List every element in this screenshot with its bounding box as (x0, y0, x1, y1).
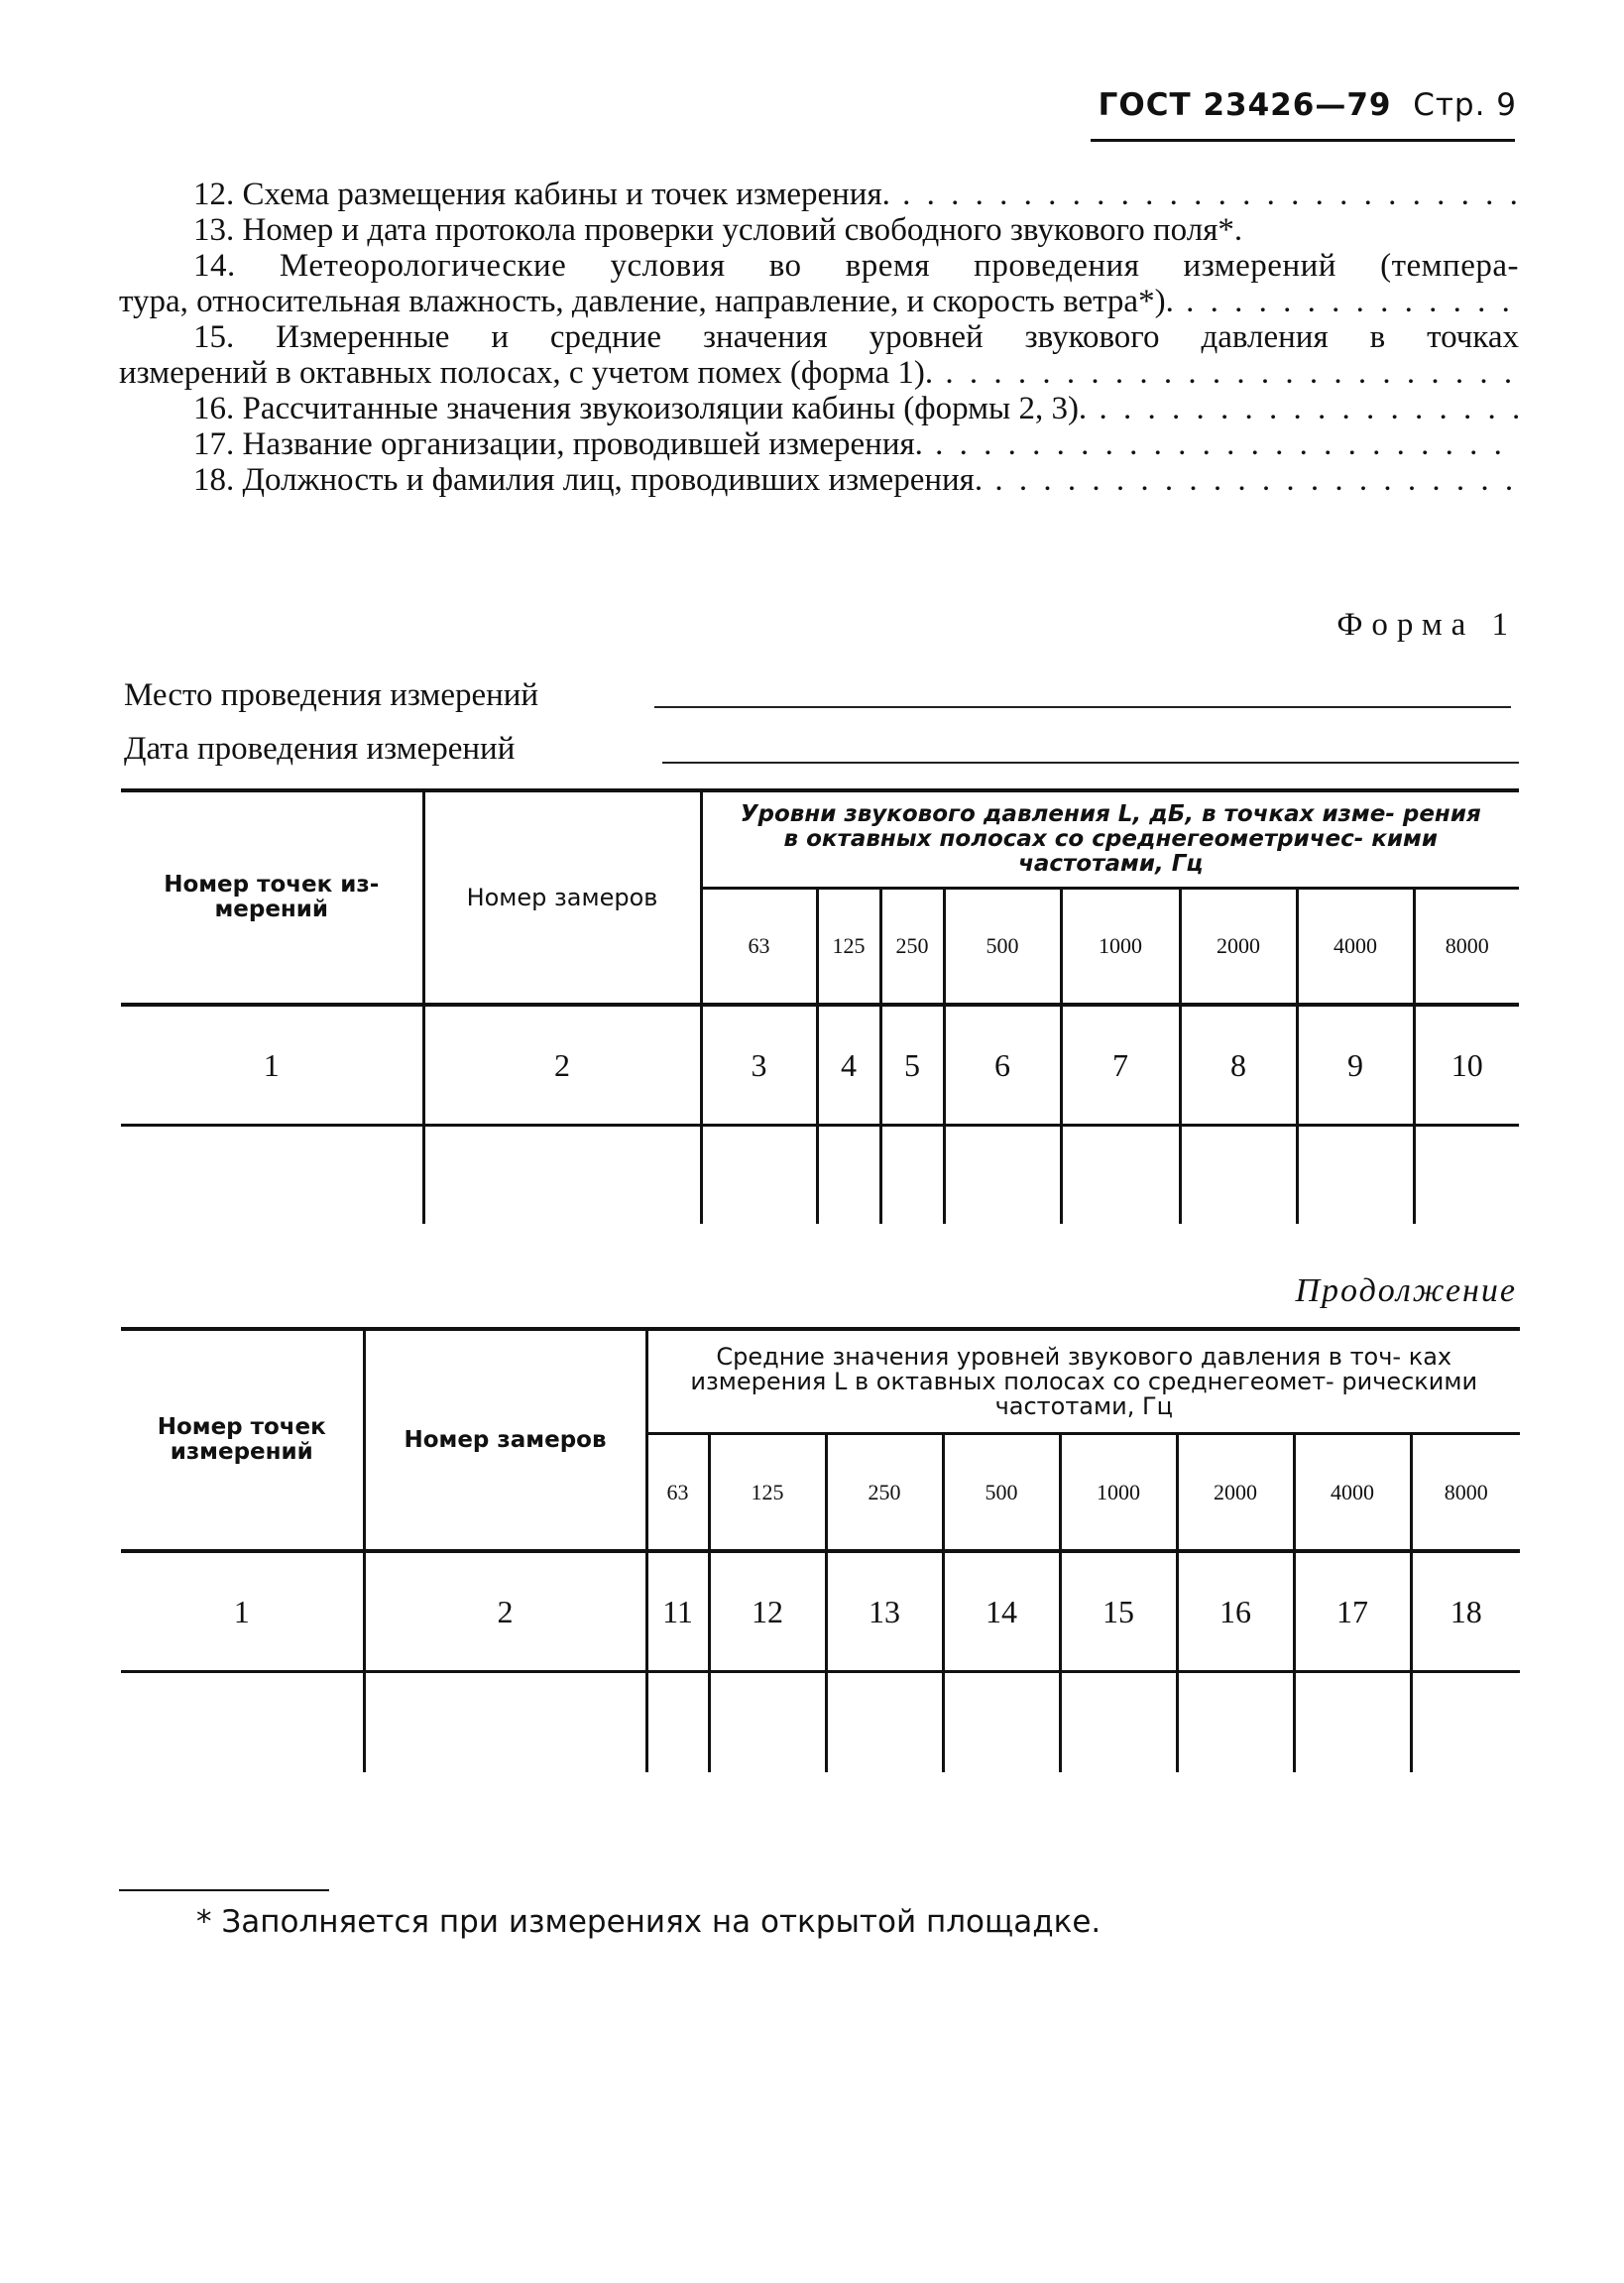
freq-cell: 4000 (1294, 1434, 1411, 1552)
col-number-cell: 7 (1061, 1005, 1180, 1126)
col-number-cell: 6 (944, 1005, 1061, 1126)
col-number-cell: 1 (121, 1005, 423, 1126)
empty-cell (1060, 1672, 1177, 1773)
freq-cell: 63 (701, 889, 817, 1006)
list-item: 12. Схема размещения кабины и точек измерения. . . . (119, 177, 1519, 212)
header-rule (1091, 139, 1515, 142)
empty-cell (701, 1126, 817, 1225)
empty-cell (944, 1126, 1061, 1225)
group-header-averages: Средние значения уровней звукового давления в точ- ках измерения L в октавных полосах со среднегеомет- рическими частотами, Гц (646, 1329, 1520, 1434)
col-number-cell: 8 (1180, 1005, 1297, 1126)
empty-cell (943, 1672, 1060, 1773)
col-number-cell: 2 (364, 1551, 646, 1672)
empty-cell (1294, 1672, 1411, 1773)
col-header-points: Номер точек из- мерений (121, 790, 423, 1005)
date-field-label: Дата проведения измерений (124, 731, 516, 767)
col-number-cell: 5 (880, 1005, 944, 1126)
list-item: 14. Метеорологические условия во время проведения измерений (темпера- (193, 248, 1519, 284)
freq-cell: 500 (944, 889, 1061, 1006)
empty-cell (709, 1672, 826, 1773)
empty-cell (646, 1672, 709, 1773)
freq-cell: 1000 (1061, 889, 1180, 1006)
col-number-cell: 1 (121, 1551, 364, 1672)
col-number-cell: 12 (709, 1551, 826, 1672)
empty-cell (817, 1126, 880, 1225)
list-item: 18. Должность и фамилия лиц, проводивших измерения. . . . (119, 462, 1519, 498)
footnote-rule (119, 1889, 329, 1891)
empty-cell (1411, 1672, 1520, 1773)
freq-cell: 8000 (1411, 1434, 1520, 1552)
group-header-levels: Уровни звукового давления L, дБ, в точках изме- рения в октавных полосах со среднегеометричес- кими частотами, Гц (701, 790, 1519, 889)
freq-cell: 4000 (1297, 889, 1414, 1006)
page-number: Стр. 9 (1413, 87, 1517, 123)
col-number-cell: 18 (1411, 1551, 1520, 1672)
continuation-label: Продолжение (1295, 1272, 1517, 1309)
col-number-cell: 13 (826, 1551, 943, 1672)
freq-cell: 8000 (1414, 889, 1519, 1006)
empty-cell (1180, 1126, 1297, 1225)
col-header-samples: Номер замеров (423, 790, 701, 1005)
list-item: 15. Измеренные и средние значения уровней звукового давления в точках (193, 319, 1519, 355)
freq-cell: 500 (943, 1434, 1060, 1552)
empty-cell (1297, 1126, 1414, 1225)
place-field-line (654, 706, 1511, 708)
page-header (1099, 87, 1517, 123)
col-number-cell: 14 (943, 1551, 1060, 1672)
empty-cell (1414, 1126, 1519, 1225)
measurements-table (121, 788, 1519, 1224)
col-number-cell: 3 (701, 1005, 817, 1126)
freq-cell: 1000 (1060, 1434, 1177, 1552)
freq-cell: 2000 (1177, 1434, 1294, 1552)
empty-cell (121, 1126, 423, 1225)
form-label: Форма 1 (1336, 607, 1517, 643)
col-number-cell: 17 (1294, 1551, 1411, 1672)
freq-cell: 63 (646, 1434, 709, 1552)
col-header-samples: Номер замеров (364, 1329, 646, 1551)
empty-cell (1061, 1126, 1180, 1225)
freq-cell: 125 (817, 889, 880, 1006)
averages-table (121, 1327, 1520, 1772)
list-item: измерений в октавных полосах, с учетом помех (форма 1). . . . (119, 355, 1519, 391)
empty-cell (121, 1672, 364, 1773)
footnote: * Заполняется при измерениях на открытой площадке. (196, 1904, 1102, 1940)
list-item: 16. Рассчитанные значения звукоизоляции кабины (формы 2, 3). . . . (119, 391, 1519, 426)
list-item: тура, относительная влажность, давление, направление, и скорость ветра*). . . . (119, 284, 1519, 319)
place-field-label: Место проведения измерений (124, 677, 539, 713)
empty-cell (364, 1672, 646, 1773)
col-number-cell: 16 (1177, 1551, 1294, 1672)
list-item: 17. Название организации, проводившей измерения. . . . (119, 426, 1519, 462)
freq-cell: 125 (709, 1434, 826, 1552)
freq-cell: 2000 (1180, 889, 1297, 1006)
requirements-list (119, 177, 1519, 498)
col-number-cell: 15 (1060, 1551, 1177, 1672)
col-number-cell: 10 (1414, 1005, 1519, 1126)
col-number-cell: 2 (423, 1005, 701, 1126)
empty-cell (1177, 1672, 1294, 1773)
empty-cell (826, 1672, 943, 1773)
col-number-cell: 11 (646, 1551, 709, 1672)
empty-cell (880, 1126, 944, 1225)
col-number-cell: 9 (1297, 1005, 1414, 1126)
col-number-cell: 4 (817, 1005, 880, 1126)
freq-cell: 250 (826, 1434, 943, 1552)
col-header-points: Номер точек измерений (121, 1329, 364, 1551)
freq-cell: 250 (880, 889, 944, 1006)
list-item: 13. Номер и дата протокола проверки условий свободного звукового поля*. (193, 212, 1243, 248)
standard-number: ГОСТ 23426—79 (1098, 87, 1392, 123)
date-field-line (662, 762, 1519, 764)
empty-cell (423, 1126, 701, 1225)
